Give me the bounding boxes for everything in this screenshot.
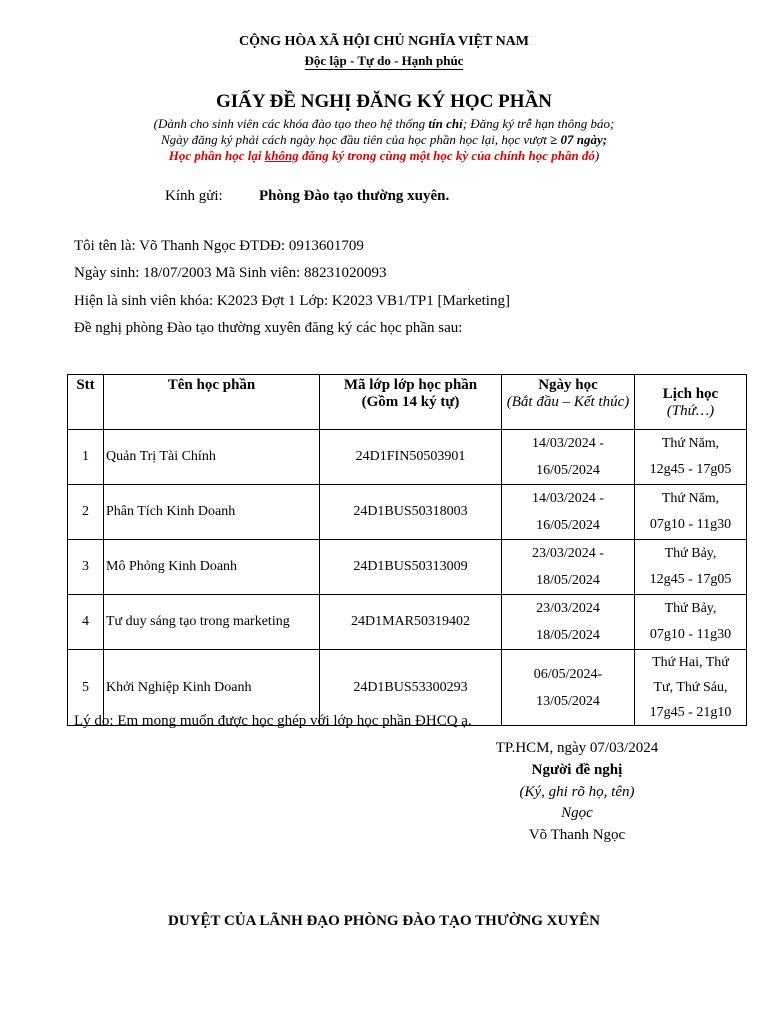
row-course-name: Tư duy sáng tạo trong marketing — [104, 595, 320, 650]
row-date-end: 16/05/2024 — [536, 463, 600, 478]
header-schedule — [635, 375, 747, 430]
row-dates — [502, 595, 635, 650]
instruction-line-1 — [0, 116, 768, 131]
header-schedule-sub: (Thứ…) — [666, 403, 715, 419]
row-schedule-line: Tư, Thứ Sáu, — [653, 680, 728, 695]
signature-handwritten: Ngọc — [561, 805, 593, 821]
header-class-code-sub: (Gồm 14 ký tự) — [361, 394, 460, 410]
request-line: Đề nghị phòng Đào tạo thường xuyên đăng ký các học phần sau: — [74, 320, 463, 336]
row-date-end: 13/05/2024 — [536, 693, 600, 709]
national-header: CỘNG HÒA XÃ HỘI CHỦ NGHĨA VIỆT NAM — [238, 34, 529, 49]
recipient-label: Kính gửi: — [165, 188, 223, 204]
row-schedule-line: 07g10 - 11g30 — [649, 517, 732, 532]
row-dates — [502, 650, 635, 726]
row-class-code: 24D1BUS53300293 — [320, 650, 502, 726]
row-course-name: Khởi Nghiệp Kinh Doanh — [104, 650, 320, 726]
row-class-code: 24D1BUS50318003 — [320, 485, 502, 540]
row-course-name: Phân Tích Kinh Doanh — [104, 485, 320, 540]
row-schedule-line: 12g45 - 17g05 — [649, 572, 732, 587]
row-course-name: Quản Trị Tài Chính — [104, 430, 320, 485]
row-course-name: Mô Phỏng Kinh Doanh — [104, 540, 320, 595]
row-date-start: 14/03/2024 - — [532, 491, 604, 506]
row-schedule-line: Thứ Năm, — [661, 491, 720, 506]
row-date-start: 14/03/2024 - — [532, 436, 604, 451]
instruction-emphasis: tín chỉ — [428, 116, 463, 131]
row-schedule-line: Thứ Bảy, — [664, 601, 717, 616]
instruction-text: ; Đăng ký trễ hạn thông báo; — [462, 116, 615, 131]
row-schedule-line: Thứ Hai, Thứ — [652, 655, 729, 670]
row-dates — [502, 430, 635, 485]
row-date-start: 23/03/2024 — [536, 601, 600, 616]
row-schedule — [635, 485, 747, 540]
row-date-start: 06/05/2024- — [533, 666, 603, 682]
row-schedule-line: 17g45 - 21g10 — [649, 705, 732, 720]
student-dob-line: Ngày sinh: 18/07/2003 Mã Sinh viên: 88231020093 — [74, 265, 387, 281]
row-schedule-line: Thứ Bảy, — [664, 546, 717, 561]
national-motto — [0, 53, 768, 69]
row-schedule — [635, 430, 747, 485]
instruction-warning: Học phần học lại — [168, 148, 265, 163]
row-schedule — [635, 540, 747, 595]
row-schedule — [635, 650, 747, 726]
row-stt: 1 — [68, 430, 104, 485]
document-title: GIẤY ĐỀ NGHỊ ĐĂNG KÝ HỌC PHẦN — [215, 91, 553, 112]
instruction-text: ) — [594, 148, 600, 163]
header-dates-label: Ngày học — [538, 377, 598, 393]
course-table — [67, 374, 747, 726]
table-row — [68, 430, 747, 485]
row-class-code: 24D1BUS50313009 — [320, 540, 502, 595]
row-date-end: 16/05/2024 — [536, 518, 600, 533]
header-stt: Stt — [68, 375, 104, 430]
row-stt: 4 — [68, 595, 104, 650]
signature-full-name: Võ Thanh Ngọc — [528, 827, 626, 843]
motto-text: Độc lập - Tự do - Hạnh phúc — [304, 53, 464, 68]
header-course-name: Tên học phần — [104, 375, 320, 430]
table-row — [68, 595, 747, 650]
row-date-end: 18/05/2024 — [536, 573, 600, 588]
header-class-code-label: Mã lớp lớp học phần — [343, 377, 478, 393]
row-date-end: 18/05/2024 — [536, 628, 600, 643]
header-dates-sub: (Bắt đầu – Kết thúc) — [506, 394, 630, 410]
row-schedule-line: 07g10 - 11g30 — [649, 627, 732, 642]
header-dates — [502, 375, 635, 430]
instruction-line-2 — [0, 132, 768, 147]
student-name-line: Tôi tên là: Võ Thanh Ngọc ĐTDĐ: 0913601709 — [74, 238, 364, 254]
header-schedule-label: Lịch học — [662, 386, 719, 402]
signature-place-date: TP.HCM, ngày 07/03/2024 — [495, 740, 659, 756]
header-class-code — [320, 375, 502, 430]
instruction-warning-underlined: không — [264, 148, 299, 163]
row-date-start: 23/03/2024 - — [532, 546, 604, 561]
row-stt: 3 — [68, 540, 104, 595]
row-class-code: 24D1MAR50319402 — [320, 595, 502, 650]
signature-role: Người đề nghị — [531, 762, 623, 778]
row-stt: 2 — [68, 485, 104, 540]
instruction-line-3 — [0, 148, 768, 163]
row-schedule-line: 12g45 - 17g05 — [649, 462, 732, 477]
student-class-line: Hiện là sinh viên khóa: K2023 Đợt 1 Lớp: K2023 VB1/TP1 [Marketing] — [74, 293, 510, 309]
table-header-row — [68, 375, 747, 430]
recipient-value: Phòng Đào tạo thường xuyên. — [259, 188, 450, 204]
approval-heading: DUYỆT CỦA LÃNH ĐẠO PHÒNG ĐÀO TẠO THƯỜNG XUYÊN — [168, 913, 600, 929]
row-schedule — [635, 595, 747, 650]
row-stt: 5 — [68, 650, 104, 726]
row-schedule-line: Thứ Năm, — [661, 436, 720, 451]
instruction-text: (Dành cho sinh viên các khóa đào tạo theo hệ thống — [153, 116, 429, 131]
signature-hint: (Ký, ghi rõ họ, tên) — [519, 784, 635, 800]
row-dates — [502, 485, 635, 540]
table-row — [68, 485, 747, 540]
row-dates — [502, 540, 635, 595]
instruction-warning: đăng ký trong cùng một học kỳ của chính học phần đó — [298, 148, 595, 163]
reason-line: Lý do: Em mong muốn được học ghép với lớp học phần ĐHCQ ạ. — [74, 713, 472, 729]
row-class-code: 24D1FIN50503901 — [320, 430, 502, 485]
table-row — [68, 540, 747, 595]
instruction-emphasis: ≥ 07 ngày; — [550, 132, 608, 147]
instruction-text: Ngày đăng ký phải cách ngày học đầu tiên của học phần học lại, học vượt — [160, 132, 551, 147]
